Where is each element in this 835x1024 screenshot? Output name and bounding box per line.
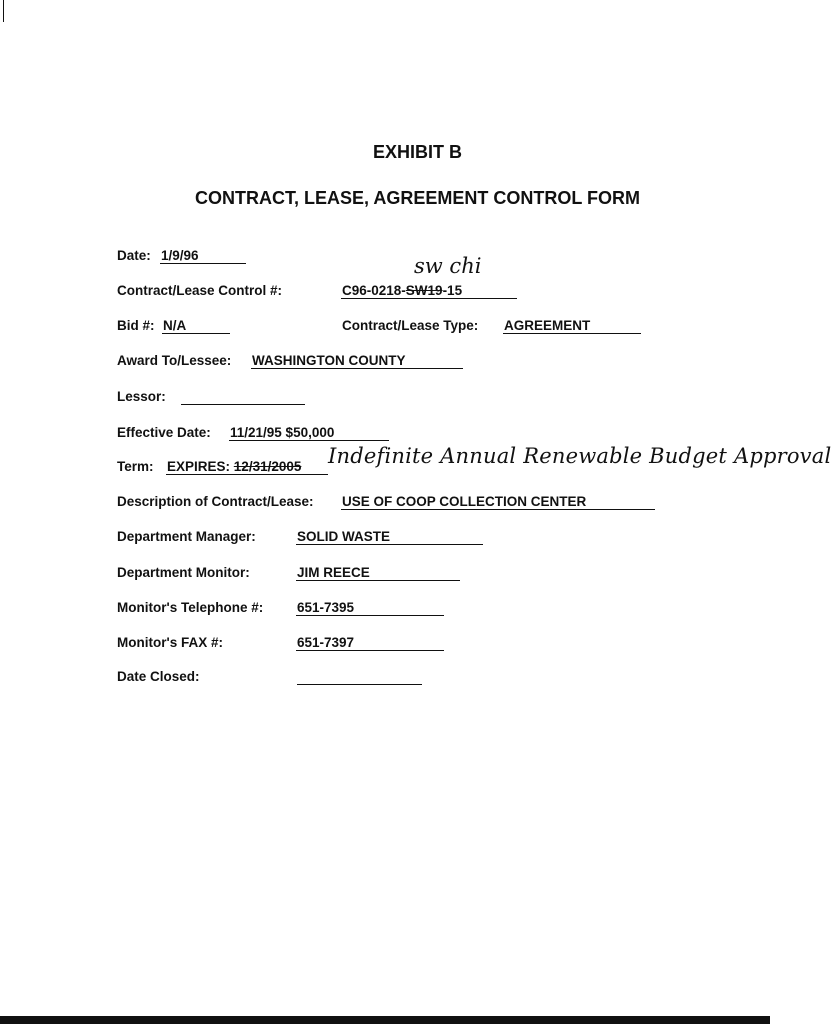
- description-value: USE OF COOP COLLECTION CENTER: [342, 494, 587, 509]
- contract-type-label: Contract/Lease Type:: [342, 318, 479, 333]
- monitor-fax-underline: [296, 650, 444, 651]
- department-manager-underline: [296, 544, 483, 545]
- award-to-label: Award To/Lessee:: [117, 353, 232, 368]
- department-manager-value: SOLID WASTE: [297, 529, 391, 544]
- contract-type-underline: [503, 333, 641, 334]
- exhibit-heading: EXHIBIT B: [372, 142, 462, 162]
- monitor-fax-label: Monitor's FAX #:: [117, 635, 223, 650]
- award-to-value: WASHINGTON COUNTY: [252, 353, 406, 368]
- lessor-underline: [181, 404, 305, 405]
- term-value-prefix: EXPIRES:: [167, 459, 231, 474]
- lessor-label: Lessor:: [117, 389, 166, 404]
- monitor-telephone-value: 651-7395: [297, 600, 355, 615]
- bid-number-underline: [162, 333, 230, 334]
- control-number-underline: [341, 298, 517, 299]
- description-label: Description of Contract/Lease:: [117, 494, 314, 509]
- monitor-telephone-underline: [296, 615, 444, 616]
- department-monitor-underline: [296, 580, 460, 581]
- handwritten-note-top: sw chi: [414, 254, 482, 278]
- term-handwritten-note: Indefinite Annual Renewable Budget Approval: [328, 444, 832, 468]
- effective-date-underline: [229, 440, 389, 441]
- control-number-value: [342, 283, 462, 298]
- contract-type-value: AGREEMENT: [504, 318, 591, 333]
- scan-edge-bottom: [0, 1016, 770, 1024]
- effective-date-value: 11/21/95 $50,000: [230, 425, 335, 440]
- term-value: [167, 459, 301, 474]
- monitor-fax-value: 651-7397: [297, 635, 355, 650]
- date-closed-underline: [297, 684, 422, 685]
- term-underline: [166, 474, 328, 475]
- department-manager-label: Department Manager:: [117, 529, 256, 544]
- monitor-telephone-label: Monitor's Telephone #:: [117, 600, 264, 615]
- date-closed-label: Date Closed:: [117, 669, 200, 684]
- control-number-struck: SW19: [405, 283, 443, 298]
- term-label: Term:: [117, 459, 154, 474]
- department-monitor-value: JIM REECE: [297, 565, 370, 580]
- scan-edge-left: [3, 0, 4, 22]
- description-underline: [341, 509, 655, 510]
- control-number-suffix: -15: [442, 283, 463, 298]
- control-number-label: Contract/Lease Control #:: [117, 283, 283, 298]
- control-number-prefix: C96-0218-: [342, 283, 406, 298]
- date-underline: [160, 263, 246, 264]
- date-label: Date:: [117, 248, 151, 263]
- form-title: CONTRACT, LEASE, AGREEMENT CONTROL FORM: [195, 188, 640, 208]
- date-value: 1/9/96: [161, 248, 199, 263]
- term-value-struck: 12/31/2005: [233, 459, 302, 474]
- bid-number-value: N/A: [163, 318, 187, 333]
- bid-number-label: Bid #:: [117, 318, 155, 333]
- department-monitor-label: Department Monitor:: [117, 565, 250, 580]
- effective-date-label: Effective Date:: [117, 425, 211, 440]
- award-to-underline: [251, 368, 463, 369]
